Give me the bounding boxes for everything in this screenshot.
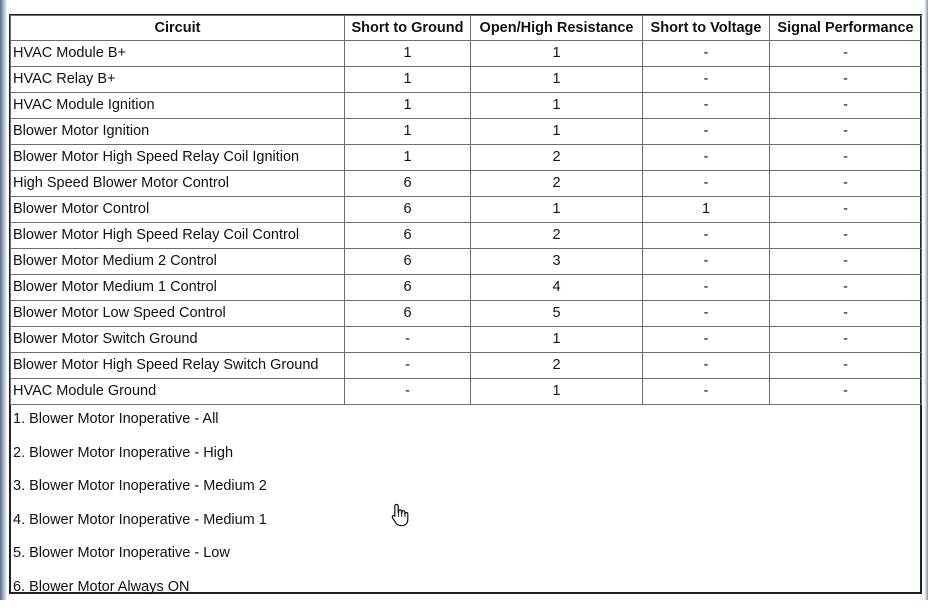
cell-signal-performance: - bbox=[770, 171, 922, 197]
cell-open-high-resistance: 2 bbox=[471, 353, 643, 379]
cell-short-to-voltage: - bbox=[643, 301, 770, 327]
cell-circuit: High Speed Blower Motor Control bbox=[11, 171, 345, 197]
cell-open-high-resistance: 1 bbox=[471, 41, 643, 67]
cell-circuit: HVAC Module B+ bbox=[11, 41, 345, 67]
cell-short-to-voltage: - bbox=[643, 327, 770, 353]
window-frame-right bbox=[924, 0, 928, 614]
cell-circuit: Blower Motor Medium 1 Control bbox=[11, 275, 345, 301]
cell-signal-performance: - bbox=[770, 353, 922, 379]
cell-short-to-ground: 1 bbox=[345, 145, 471, 171]
cell-short-to-voltage: - bbox=[643, 145, 770, 171]
cell-open-high-resistance: 1 bbox=[471, 197, 643, 223]
cell-open-high-resistance: 2 bbox=[471, 223, 643, 249]
header-signal-performance: Signal Performance bbox=[770, 16, 922, 41]
table-row bbox=[11, 145, 922, 171]
cell-open-high-resistance: 1 bbox=[471, 327, 643, 353]
table-row bbox=[11, 327, 922, 353]
table-row bbox=[11, 197, 922, 223]
table-row bbox=[11, 379, 922, 405]
cell-circuit: Blower Motor High Speed Relay Switch Ground bbox=[11, 353, 345, 379]
cell-signal-performance: - bbox=[770, 327, 922, 353]
cell-short-to-voltage: - bbox=[643, 67, 770, 93]
cell-short-to-voltage: - bbox=[643, 171, 770, 197]
legend-item: 3. Blower Motor Inoperative - Medium 2 bbox=[13, 478, 267, 495]
legend-item: 1. Blower Motor Inoperative - All bbox=[13, 411, 219, 427]
cell-open-high-resistance: 5 bbox=[471, 301, 643, 327]
cell-open-high-resistance: 2 bbox=[471, 145, 643, 171]
table-row bbox=[11, 353, 922, 379]
symptom-legend bbox=[11, 405, 920, 607]
window-frame-left bbox=[0, 0, 7, 614]
cell-signal-performance: - bbox=[770, 145, 922, 171]
cell-short-to-ground: 1 bbox=[345, 93, 471, 119]
cell-short-to-ground: 6 bbox=[345, 223, 471, 249]
cell-short-to-voltage: - bbox=[643, 275, 770, 301]
table-row bbox=[11, 223, 922, 249]
hand-pointer-icon bbox=[391, 503, 409, 527]
legend-item: 6. Blower Motor Always ON bbox=[13, 578, 190, 595]
header-circuit: Circuit bbox=[11, 16, 345, 41]
cell-signal-performance: - bbox=[770, 197, 922, 223]
cell-circuit: Blower Motor Medium 2 Control bbox=[11, 249, 345, 275]
circuit-fault-table bbox=[10, 15, 922, 405]
cell-circuit: Blower Motor High Speed Relay Coil Control bbox=[11, 223, 345, 249]
cell-short-to-ground: 1 bbox=[345, 67, 471, 93]
cell-short-to-voltage: - bbox=[643, 249, 770, 275]
cell-short-to-voltage: 1 bbox=[643, 197, 770, 223]
legend-item: 5. Blower Motor Inoperative - Low bbox=[13, 545, 230, 562]
cell-short-to-ground: 6 bbox=[345, 171, 471, 197]
cell-short-to-voltage: - bbox=[643, 93, 770, 119]
cell-short-to-ground: - bbox=[345, 327, 471, 353]
table-row bbox=[11, 249, 922, 275]
cell-signal-performance: - bbox=[770, 379, 922, 405]
cell-short-to-voltage: - bbox=[643, 119, 770, 145]
cell-circuit: Blower Motor Switch Ground bbox=[11, 327, 345, 353]
cell-circuit: Blower Motor Low Speed Control bbox=[11, 301, 345, 327]
table-row bbox=[11, 41, 922, 67]
cell-short-to-ground: 6 bbox=[345, 301, 471, 327]
table-row bbox=[11, 119, 922, 145]
cell-open-high-resistance: 1 bbox=[471, 119, 643, 145]
cell-open-high-resistance: 4 bbox=[471, 275, 643, 301]
cell-short-to-ground: - bbox=[345, 353, 471, 379]
table-row bbox=[11, 171, 922, 197]
cell-short-to-voltage: - bbox=[643, 379, 770, 405]
cell-short-to-voltage: - bbox=[643, 353, 770, 379]
cell-signal-performance: - bbox=[770, 41, 922, 67]
cell-signal-performance: - bbox=[770, 119, 922, 145]
table-body bbox=[11, 41, 922, 405]
cell-open-high-resistance: 2 bbox=[471, 171, 643, 197]
header-short-to-ground: Short to Ground bbox=[345, 16, 471, 41]
cell-signal-performance: - bbox=[770, 67, 922, 93]
cell-short-to-ground: 1 bbox=[345, 41, 471, 67]
table-row bbox=[11, 275, 922, 301]
cell-open-high-resistance: 3 bbox=[471, 249, 643, 275]
cell-signal-performance: - bbox=[770, 223, 922, 249]
cell-short-to-ground: 6 bbox=[345, 249, 471, 275]
cell-open-high-resistance: 1 bbox=[471, 67, 643, 93]
cell-short-to-ground: 6 bbox=[345, 197, 471, 223]
cell-signal-performance: - bbox=[770, 93, 922, 119]
cell-circuit: Blower Motor High Speed Relay Coil Ignition bbox=[11, 145, 345, 171]
cell-circuit: HVAC Module Ignition bbox=[11, 93, 345, 119]
cell-circuit: Blower Motor Control bbox=[11, 197, 345, 223]
cell-circuit: HVAC Relay B+ bbox=[11, 67, 345, 93]
cell-signal-performance: - bbox=[770, 249, 922, 275]
cell-circuit: Blower Motor Ignition bbox=[11, 119, 345, 145]
header-short-to-voltage: Short to Voltage bbox=[643, 16, 770, 41]
cell-signal-performance: - bbox=[770, 301, 922, 327]
cell-open-high-resistance: 1 bbox=[471, 93, 643, 119]
header-open-high-resistance: Open/High Resistance bbox=[471, 16, 643, 41]
legend-item: 4. Blower Motor Inoperative - Medium 1 bbox=[13, 511, 267, 528]
legend-item: 2. Blower Motor Inoperative - High bbox=[13, 444, 234, 461]
cell-open-high-resistance: 1 bbox=[471, 379, 643, 405]
cell-short-to-ground: 6 bbox=[345, 275, 471, 301]
cell-short-to-ground: - bbox=[345, 379, 471, 405]
table-header-row bbox=[11, 16, 922, 41]
cell-signal-performance: - bbox=[770, 275, 922, 301]
cell-circuit: HVAC Module Ground bbox=[11, 379, 345, 405]
cell-short-to-ground: 1 bbox=[345, 119, 471, 145]
circuit-fault-document bbox=[9, 14, 922, 594]
cell-short-to-voltage: - bbox=[643, 41, 770, 67]
table-row bbox=[11, 93, 922, 119]
cell-short-to-voltage: - bbox=[643, 223, 770, 249]
table-row bbox=[11, 301, 922, 327]
table-row bbox=[11, 67, 922, 93]
